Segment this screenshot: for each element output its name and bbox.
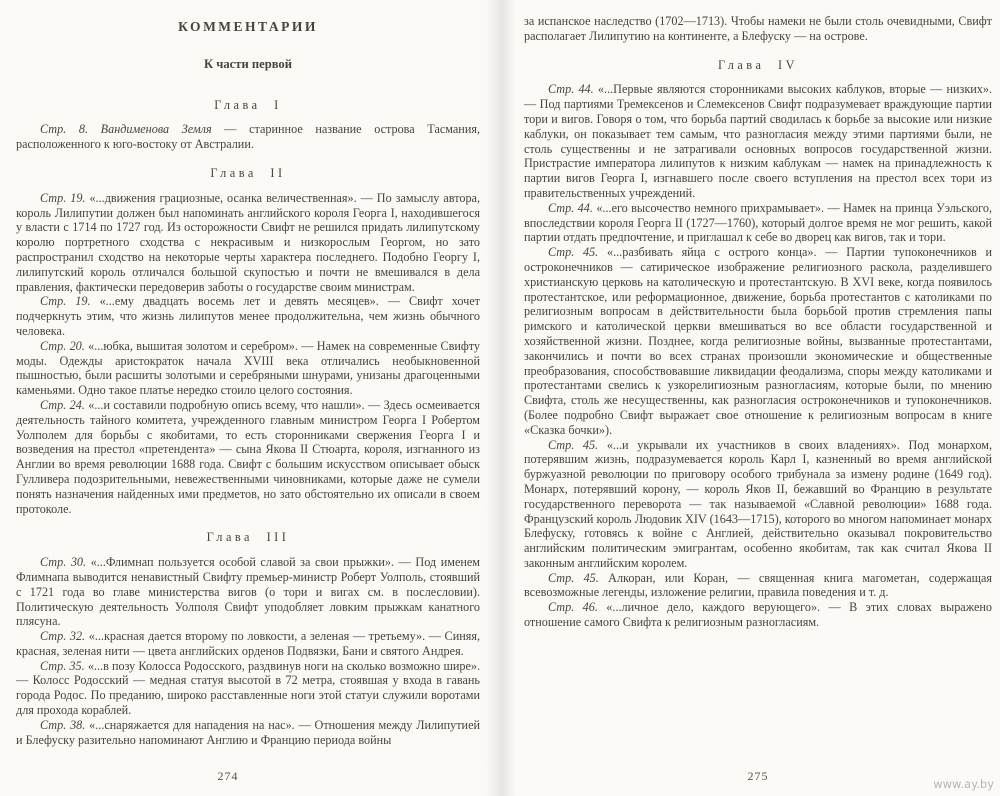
page-number-left: 274 <box>217 769 239 784</box>
note-p19a-text: «...движения грациозные, осанка величественная». — По замыслу автора, король Лилипутии должен был напоминать английского короля Георга I, находившегося у власти с 1714 по 1727 год. Из осторожности Свифт не решился придать лилипутскому королю портретного сходства с некрасивым и низкорослым Георгом, но зато распространил сходство на некоторые черты характера последнего. Подобно Георгу I, лилипутский король отличался большой скупостью и почти не вмешивался в дела правления, фактически передоверив заботы о государстве своим министрам. <box>16 190 481 294</box>
note-p30 <box>16 555 480 629</box>
right-page <box>524 14 992 784</box>
continuation-paragraph: за испанское наследство (1702—1713). Чтобы намеки не были столь очевидными, Свифт располагает Лилипутию на континенте, а Блефуску — на острове. <box>524 14 992 43</box>
note-p35-label: Стр. 35. <box>40 658 85 673</box>
note-p24 <box>16 398 480 516</box>
note-p44b <box>524 201 992 245</box>
chapter-4-heading: Глава IV <box>718 57 798 72</box>
note-p44b-label: Стр. 44. <box>548 200 593 215</box>
note-p38-text: «...снаряжается для нападения на нас». — Отношения между Лилипутией и Блефуску разительно напоминают Англию и Францию периода войны <box>16 717 480 747</box>
note-p24-label: Стр. 24. <box>40 397 85 412</box>
note-p46 <box>524 600 992 630</box>
note-p45c-text: Алкоран, или Коран, — священная книга магометан, содержащая всевозможные легенды, изложение религии, правила поведения и т. д. <box>524 570 992 600</box>
note-p45a-text: «...разбивать яйца с острого конца». — Партии тупоконечников и остроконечников — сатирическое изображение религиозного раскола, разделившего христианскую церковь на католическую и протестантскую. В XVI веке, когда появилось протестантское, или реформационное, движение, борьба протестантов с католиками по религиозным вопросам в действительности была борьбой против стремления папы римского и католической церкви вмешиваться во все области государственной и хозяйственной жизни. Позднее, когда религиозные войны, вызванные протестантами, закончились и почти во всех странах произошли экономические и общественные преобразования, способствовавшие ликвидации феодализма, споры между католиками и протестантами свелись к узкорелигиозным разногласиям, которые были, по мнению Свифта, столь же несущественны, как разногласия остроконечников и тупоконечников. (Более подробно Свифт выражает свое отношение к религиозным вопросам в книге «Сказка бочки»). <box>524 245 992 437</box>
note-p20-label: Стр. 20. <box>40 338 85 353</box>
note-p19b-text: «...ему двадцать восемь лет и девять месяцев». — Свифт хочет подчеркнуть этим, что жизнь лилипутов менее продолжительна, чем жизнь обычного человека. <box>16 294 481 338</box>
note-p19a-label: Стр. 19. <box>40 190 86 205</box>
note-p44a <box>524 82 992 200</box>
note-p20 <box>16 339 480 398</box>
note-p45a-label: Стр. 45. <box>548 245 599 260</box>
note-p35 <box>16 659 480 718</box>
note-p44a-label: Стр. 44. <box>548 82 594 97</box>
note-p8 <box>16 122 480 152</box>
left-page <box>16 14 480 784</box>
chapter-1-heading: Глава I <box>214 97 282 112</box>
note-p45c <box>524 571 992 601</box>
note-p32-text: «...красная дается второму по ловкости, а зеленая — третьему». — Синяя, красная, зеленая нити — цвета английских орденов Подвязки, Бани и святого Андрея. <box>16 629 480 658</box>
note-p45b <box>524 438 992 571</box>
note-p19b <box>16 294 480 338</box>
note-p30-text: «...Флимнап пользуется особой славой за свои прыжки». — Под именем Флимнапа выводится ненавистный Свифту премьер-министр Роберт Уолполь, стоявший с 1721 года во главе министерства вигов (о тори и вигах см. в послесловии). Политическую деятельность Уолполя Свифт уподобляет ловким прыжкам канатного плясуна. <box>16 555 480 629</box>
note-p30-label: Стр. 30. <box>40 555 87 570</box>
part-one-subtitle: К части первой <box>204 56 292 71</box>
note-p8-label: Стр. 8. Вандименова Земля <box>40 122 212 137</box>
note-p24-text: «...и составили подробную опись всему, что нашли». — Здесь осмеивается деятельность тайного комитета, учрежденного главным министром Георга I Робертом Уолполем для борьбы с якобитами, то есть сторонниками свержения Георга I и возведения на престол «претендента» — сына Якова II Стюарта, короля, изгнанного из Англии во время революции 1688 года. Свифт с большим искусством описывает обыск Гулливера подозрительными, невежественными чиновниками, которые даже не сумели понять назначения найденных ими предметов, но зато обстоятельно их описали в своем протоколе. <box>16 397 480 516</box>
note-p32-label: Стр. 32. <box>40 629 86 644</box>
note-p46-label: Стр. 46. <box>548 600 598 615</box>
note-p44b-text: «...его высочество немного прихрамывает». — Намек на принца Уэльского, впоследствии короля Георга II (1727—1760), который долгое время не мог решить, какой партии отдать предпочтение, и приглашал к себе во дворец как вигов, так и тори. <box>524 200 993 245</box>
note-p38 <box>16 718 480 748</box>
note-p45b-text: «...и укрывали их участников в своих владениях». Под монархом, потерявшим жизнь, подразумевается король Карл I, казненный во время английской буржуазной революции по приговору особого трибунала за измену родине (1649 год). Монарх, потерявший корону, — король Яков II, бежавший во Францию в результате государственного переворота — так называемой «Славной революции» 1688 года. Французский король Людовик XIV (1643—1715), которого во многом напоминает монарх Блефуску, готовясь к войне с Англией, действительно оказывал покровительство английским политическим эмигрантам, особенно якобитам, так как считал Якова II законным английским королем. <box>524 437 992 570</box>
page-number-right: 275 <box>747 769 769 784</box>
note-p19a <box>16 191 480 295</box>
note-p45c-label: Стр. 45. <box>548 570 599 585</box>
note-p46-text: «...личное дело, каждого верующего». — В этих словах выражено отношение самого Свифта к религиозным разногласиям. <box>524 600 992 630</box>
note-p19b-label: Стр. 19. <box>40 294 91 309</box>
note-p20-text: «...юбка, вышитая золотом и серебром». — Намек на современные Свифту моды. Одежды аристократок начала XVIII века отличались необыкновенной пышностью, были расшиты золотыми и серебряными шнурами, унизаны драгоценными каменьями. Одно такое платье нередко стоило целого состояния. <box>16 338 481 398</box>
chapter-2-heading: Глава II <box>210 165 286 180</box>
note-p45a <box>524 245 992 437</box>
commentaries-title: КОММЕНТАРИИ <box>178 19 318 34</box>
chapter-3-heading: Глава III <box>206 530 290 545</box>
page-gutter-shadow <box>486 0 516 796</box>
note-p8-text: — старинное название острова Тасмания, расположенного к юго-востоку от Австралии. <box>16 122 480 152</box>
note-p38-label: Стр. 38. <box>40 717 86 732</box>
note-p32 <box>16 629 480 659</box>
watermark: www.ay.by <box>933 777 994 791</box>
note-p44a-text: «...Первые являются сторонниками высоких каблуков, вторые — низких». — Под партиями Тремексенов и Слемексенов Свифт подразумевает враждующие партии тори и вигов. Говоря о том, что борьба партий сводилась к борьбе за высокие или низкие каблуки, он показывает тем самым, что разногласия между этими партиями были, не столь существенны и не затрагивали основных вопросов государственной жизни. Пристрастие императора лилипутов к низким каблукам — намек на принадлежность к партии вигов Георга I, изгнавшего после своего вступления на престол всех тори из правительственных учреждений. <box>524 82 992 200</box>
note-p35-text: «...в позу Колосса Родосского, раздвинув ноги на сколько возможно шире». — Колосс Родосский — медная статуя высотой в 72 метра, стоявшая у входа в гавань города Родос. По преданию, широко расставленные ноги этой статуи служили воротами для прохода кораблей. <box>16 658 480 718</box>
note-p45b-label: Стр. 45. <box>548 437 599 452</box>
